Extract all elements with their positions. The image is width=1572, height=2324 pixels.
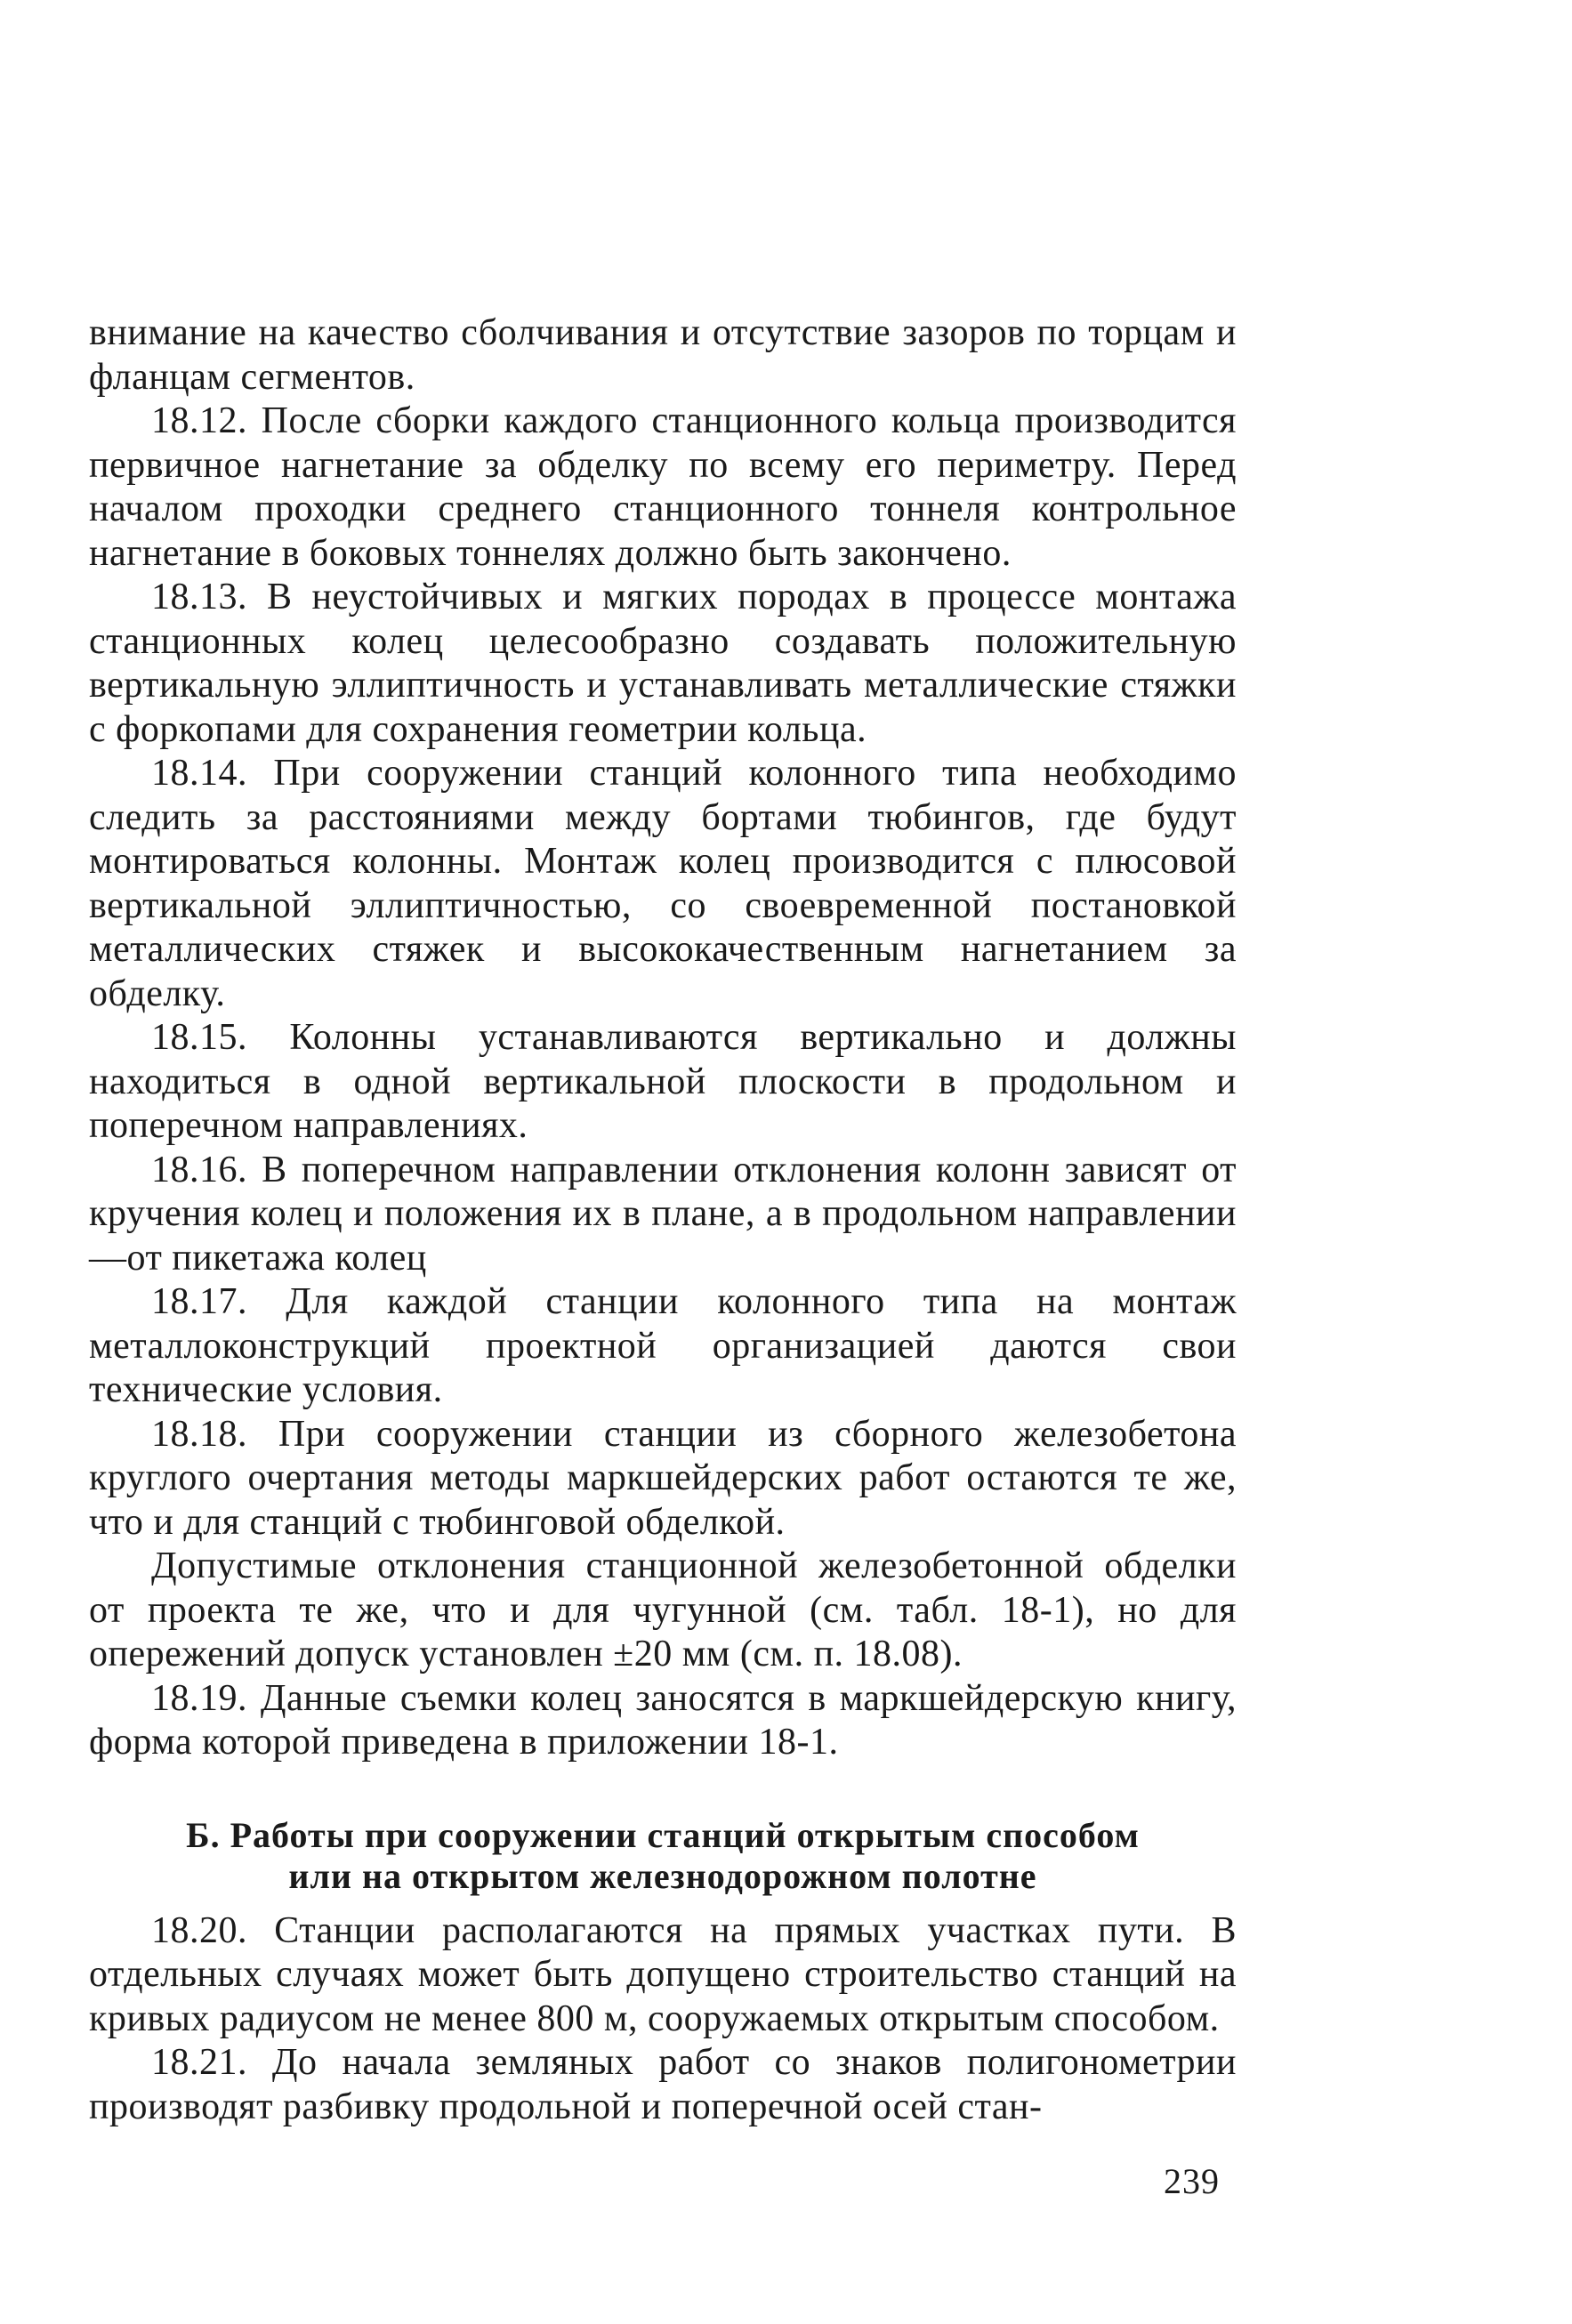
section-heading-line-2: или на открытом железнодорожном полотне	[288, 1855, 1037, 1896]
paragraph: 18.18. При сооружении станции из сборного железобетона круглого очертания методы маркшейдерских работ остаются те же, что и для станций с тюбинговой обделкой.	[89, 1413, 1237, 1543]
paragraph: 18.20. Станции располагаются на прямых участках пути. В отдельных случаях может быть допущено строительство станций на кривых радиусом не менее 800 м, сооружаемых открытым способом.	[89, 1909, 1237, 2039]
page-number: 239	[1164, 2161, 1220, 2201]
paragraph: 18.12. После сборки каждого станционного кольца производится первичное нагнетание за обделку по всему его периметру. Перед началом проходки среднего станционного тоннеля контрольное нагнетание в боковых тоннелях должно быть закончено.	[89, 400, 1237, 574]
paragraph: Допустимые отклонения станционной железобетонной обделки от проекта те же, что и для чугунной (см. табл. 18-1), но для опережений допуск установлен ±20 мм (см. п. 18.08).	[89, 1545, 1237, 1674]
paragraphs-bottom	[89, 1909, 1237, 2130]
paragraph: 18.17. Для каждой станции колонного типа на монтаж металлоконструкций проектной организацией даются свои технические условия.	[89, 1281, 1237, 1410]
section-heading	[89, 1815, 1237, 1897]
section-heading-line-1: Б. Работы при сооружении станций открытым способом	[186, 1814, 1140, 1855]
paragraph: внимание на качество сболчивания и отсутствие зазоров по торцам и фланцам сегментов.	[89, 312, 1237, 398]
text-block	[89, 311, 1237, 2129]
paragraph: 18.14. При сооружении станций колонного типа необходимо следить за расстояниями между бортами тюбингов, где будут монтироваться колонны. Монтаж колец производится с плюсовой вертикальной эллиптичностью, со своевременной постановкой металлических стяжек и высококачественным нагнетанием за обделку.	[89, 753, 1237, 1014]
paragraph: 18.21. До начала земляных работ со знаков полигонометрии производят разбивку продольной и поперечной осей стан-	[89, 2042, 1237, 2127]
paragraph: 18.16. В поперечном направлении отклонения колонн зависят от кручения колец и положения их в плане, а в продольном направлении—от пикетажа колец	[89, 1149, 1237, 1279]
paragraphs-top	[89, 311, 1237, 1765]
paragraph: 18.15. Колонны устанавливаются вертикально и должны находиться в одной вертикальной плоскости в продольном и поперечном направлениях.	[89, 1017, 1237, 1146]
paragraph: 18.13. В неустойчивых и мягких породах в процессе монтажа станционных колец целесообразно создавать положительную вертикальную эллиптичность и устанавливать металлические стяжки с форкопами для сохранения геометрии кольца.	[89, 577, 1237, 750]
paragraph: 18.19. Данные съемки колец заносятся в маркшейдерскую книгу, форма которой приведена в приложении 18-1.	[89, 1677, 1237, 1763]
